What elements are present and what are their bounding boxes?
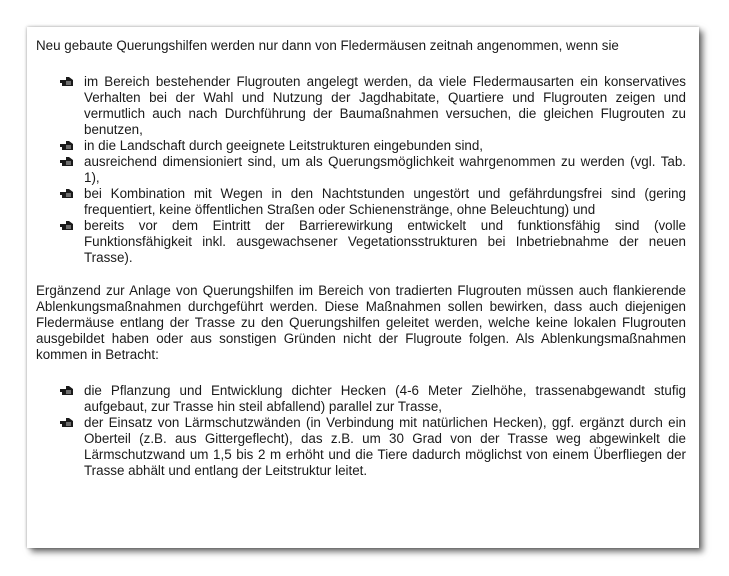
document-page [27, 27, 699, 548]
list-item [36, 154, 686, 186]
list-item-text: bereits vor dem Eintritt der Barrierewirkung entwickelt und funktionsfähig sind (volle Funktionsfähigkeit inkl. ausgewachsener Vegetationsstrukturen bei Inbetriebnahme der neuen Trasse). [84, 218, 686, 265]
list-item-text: der Einsatz von Lärmschutzwänden (in Verbindung mit natürlichen Hecken), ggf. ergänzt durch ein Oberteil (z.B. aus Gittergeflecht), das z.B. um 30 Grad von der Trasse weg abgewinkelt die Lärmschutzwand um 1,5 bis 2 m erhöht und die Tiere dadurch möglichst von einem Überfliegen der Trasse abhält und entlang der Leitstruktur leitet. [84, 415, 686, 478]
pointing-hand-icon [60, 156, 74, 167]
document-content [36, 38, 686, 479]
list-item-text: die Pflanzung und Entwicklung dichter Hecken (4-6 Meter Zielhöhe, trassenabgewandt stufig aufgebaut, zur Trasse hin steil abfallend) parallel zur Trasse, [84, 383, 686, 414]
list-item-text: in die Landschaft durch geeignete Leitstrukturen eingebunden sind, [84, 138, 484, 153]
list-item-text: ausreichend dimensioniert sind, um als Querungsmöglichkeit wahrgenommen zu werden (vgl. Tab. 1), [84, 154, 686, 185]
list-item-text: bei Kombination mit Wegen in den Nachtstunden ungestört und gefährdungsfrei sind (gering frequentiert, keine öffentlichen Straßen oder Schienenstränge, ohne Beleuchtung) und [84, 186, 686, 217]
pointing-hand-icon [60, 140, 74, 151]
pointing-hand-icon [60, 188, 74, 199]
measures-list [36, 383, 686, 479]
list-item [36, 74, 686, 138]
conditions-list [36, 74, 686, 266]
list-item [36, 218, 686, 266]
pointing-hand-icon [60, 385, 74, 396]
list-item [36, 415, 686, 479]
intro-paragraph: Neu gebaute Querungshilfen werden nur dann von Fledermäusen zeitnah angenommen, wenn sie [36, 38, 619, 53]
list-item [36, 138, 686, 154]
measures-paragraph: Ergänzend zur Anlage von Querungshilfen im Bereich von tradierten Flugrouten müssen auch flankierende Ablenkungsmaßnahmen durchgeführt werden. Diese Maßnahmen sollen bewirken, dass auch diejenigen Fledermäuse entlang der Trasse zu den Querungshilfen geleitet werden, welche keine lokalen Flugrouten ausgebildet haben oder aus sonstigen Gründen nicht der Flugroute folgen. Als Ablenkungsmaßnahmen kommen in Betracht: [36, 283, 686, 362]
pointing-hand-icon [60, 76, 74, 87]
list-item [36, 383, 686, 415]
list-item-text: im Bereich bestehender Flugrouten angelegt werden, da viele Fledermausarten ein konservatives Verhalten bei der Wahl und Nutzung der Jagdhabitate, Quartiere und Flugrouten zeigen und vermutlich auch nach Durchführung der Baumaßnahmen versuchen, die gleichen Flugrouten zu benutzen, [84, 74, 686, 137]
pointing-hand-icon [60, 417, 74, 428]
pointing-hand-icon [60, 220, 74, 231]
list-item [36, 186, 686, 218]
